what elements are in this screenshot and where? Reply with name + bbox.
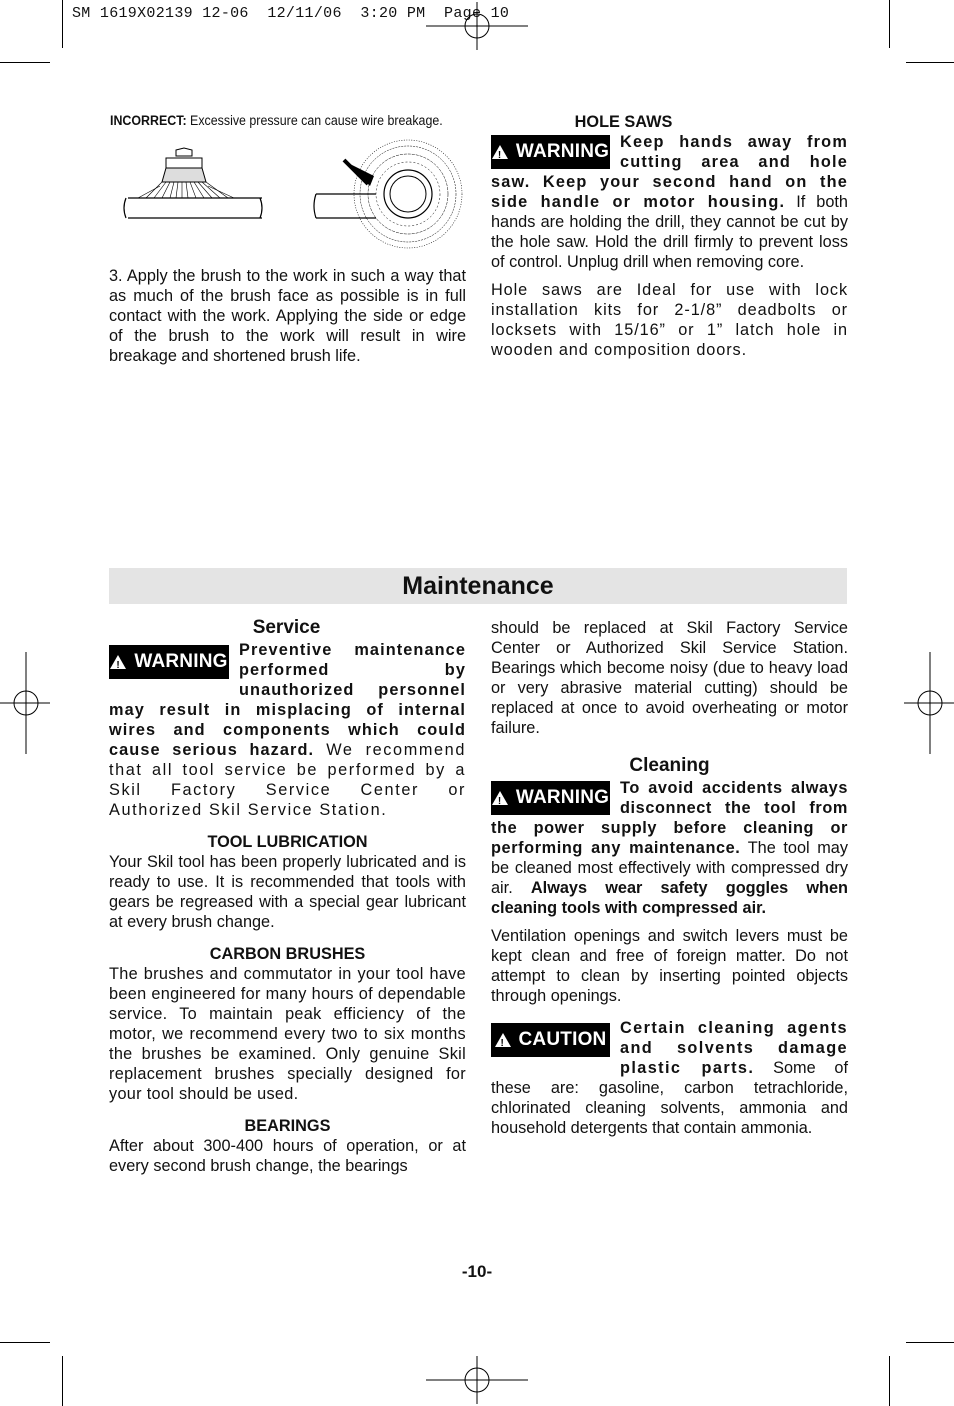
hole-saws-warning	[491, 132, 848, 272]
warning-badge	[109, 645, 229, 679]
figure-caption-label: INCORRECT:	[110, 113, 187, 128]
hole-saws-section	[491, 112, 848, 360]
maintenance-right-column	[491, 618, 848, 1138]
service-warning-bold: Preventive maintenance performed by unauthorized personnel may result in misplacing of internal wires and components which could cause serious hazard.	[109, 641, 466, 759]
service-heading: Service	[252, 617, 321, 638]
registration-mark-top	[426, 2, 528, 50]
crop-mark	[906, 62, 954, 63]
wheel-brush-drawing	[314, 140, 462, 248]
cleaning-heading: Cleaning	[629, 755, 710, 776]
carbon-brushes-text: The brushes and commutator in your tool have been engineered for many hours of dependable service. To maintain peak efficiency of the motor, we recommend every two to six months the brushes be examined. Only genuine Skil replacement brushes specially designed for your tool should be used.	[109, 965, 466, 1103]
maintenance-left-column	[109, 618, 466, 1176]
cleaning-caution-bold: Certain cleaning agents and solvents damage plastic parts.	[620, 1019, 848, 1077]
page-number: -10-	[461, 1262, 493, 1281]
warning-triangle-icon	[492, 791, 508, 805]
warning-triangle-icon	[110, 655, 126, 669]
caution-label: CAUTION	[518, 1029, 607, 1050]
caution-triangle-icon	[495, 1033, 511, 1047]
caution-badge	[491, 1023, 610, 1057]
hole-saws-warning-text: If both hands are holding the drill, they cannot be cut by the hole saw. Hold the drill firmly to prevent loss of control. Unplug drill when removing core.	[491, 193, 848, 271]
figure-caption	[110, 113, 443, 128]
hole-saws-paragraph: Hole saws are Ideal for use with lock installation kits for 2-1/8” deadbolts or locksets with 15/16” or 1” latch hole in wooden and composition doors.	[491, 281, 848, 359]
bearings-heading: BEARINGS	[244, 1117, 331, 1135]
cleaning-warning	[491, 778, 848, 918]
carbon-brushes-heading: CARBON BRUSHES	[209, 945, 366, 963]
wire-brush-illustration	[118, 138, 468, 250]
warning-label: WARNING	[515, 141, 610, 162]
warning-badge	[491, 781, 610, 815]
cup-brush-drawing	[124, 148, 262, 218]
step-3-column	[109, 266, 466, 366]
tool-lubrication-text: Your Skil tool has been properly lubricated and is ready to use. It is recommended that tools with gears be regreased with a special gear lubricant at every brush change.	[109, 853, 466, 931]
maintenance-title-bar: Maintenance	[109, 568, 847, 604]
crop-mark	[889, 1356, 890, 1406]
cleaning-warning-bold: To avoid accidents always disconnect the tool from the power supply before cleaning or performing any maintenance.	[491, 779, 848, 857]
crop-mark	[62, 0, 63, 48]
cleaning-warning-text: The tool may be cleaned most effectively with compressed dry air.	[491, 839, 848, 897]
service-warning-text: We recommend that all tool service be performed by a Skil Factory Service Center or Authorized Skil Service Station.	[109, 741, 466, 819]
crop-mark	[62, 1356, 63, 1406]
hole-saws-heading: HOLE SAWS	[574, 113, 673, 131]
crop-mark	[0, 62, 50, 63]
cleaning-paragraph: Ventilation openings and switch levers must be kept clean and free of foreign matter. Do not attempt to clean by inserting pointed objects through openings.	[491, 927, 848, 1005]
bearings-text-start: After about 300-400 hours of operation, or at every second brush change, the bearings	[109, 1137, 466, 1175]
warning-badge	[491, 135, 610, 169]
registration-mark-right	[904, 652, 954, 754]
registration-mark-left	[0, 652, 50, 754]
figure-caption-text: Excessive pressure can cause wire breakage.	[186, 113, 443, 128]
service-warning	[109, 640, 466, 820]
hole-saws-warning-bold: Keep hands away from cutting area and hole saw. Keep your second hand on the side handle or motor housing.	[491, 133, 848, 211]
step-3-text: 3. Apply the brush to the work in such a way that as much of the brush face as possible is in full contact with the work. Applying the side or edge of the brush to the work will result in wire breakage and shortened brush life.	[109, 267, 466, 365]
cleaning-caution-text: Some of these are: gasoline, carbon tetrachloride, chlorinated cleaning solvents, ammonia and household detergents that contain ammonia.	[491, 1059, 848, 1137]
bearings-text-continued: should be replaced at Skil Factory Service Center or Authorized Skil Service Station. Bearings which become noisy (due to heavy load or very abrasive material cutting) should be replaced at once to avoid overheating or motor failure.	[491, 619, 848, 737]
cleaning-warning-bold-2: Always wear safety goggles when cleaning tools with compressed air.	[491, 879, 848, 917]
tool-lubrication-heading: TOOL LUBRICATION	[207, 833, 368, 851]
warning-label: WARNING	[515, 787, 610, 808]
warning-triangle-icon	[492, 145, 508, 159]
cleaning-caution	[491, 1018, 848, 1138]
crop-mark	[889, 0, 890, 48]
registration-mark-bottom	[426, 1356, 528, 1404]
crop-mark	[906, 1342, 954, 1343]
warning-label: WARNING	[134, 651, 228, 672]
crop-mark	[0, 1342, 50, 1343]
print-slug: SM 1619X02139 12-06 12/11/06 3:20 PM Page 10	[72, 5, 510, 22]
